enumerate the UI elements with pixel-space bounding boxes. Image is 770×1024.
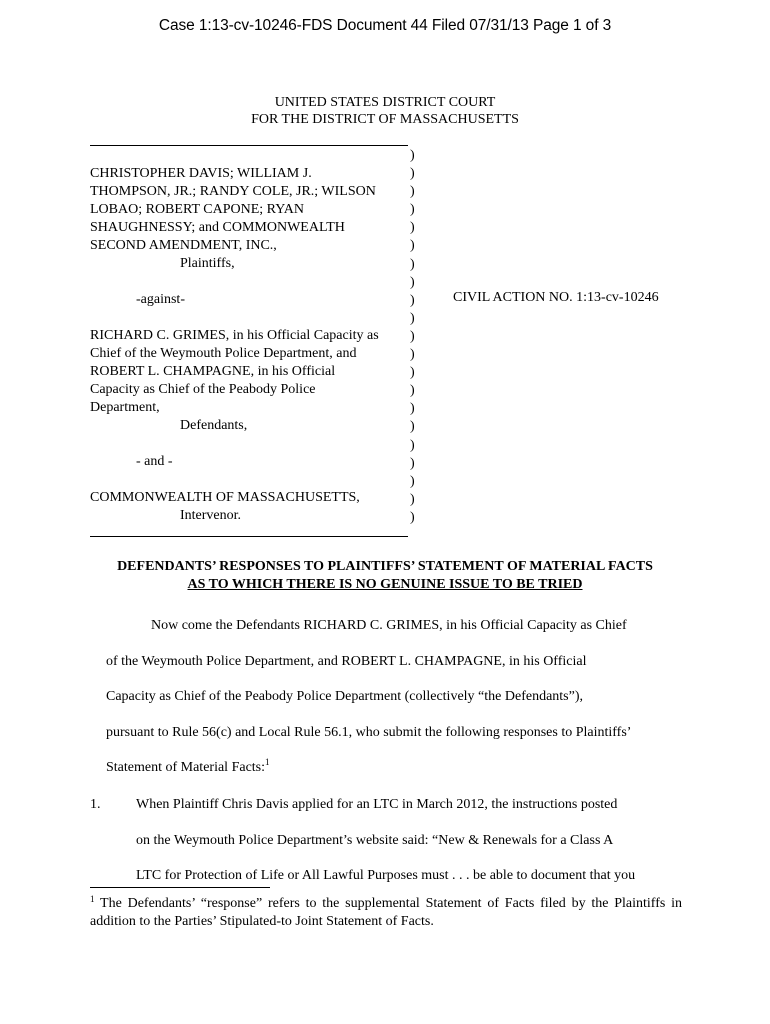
intro-line: of the Weymouth Police Department, and ROBERT L. CHAMPAGNE, in his Official (106, 653, 587, 669)
title-line-1: DEFENDANTS’ RESPONSES TO PLAINTIFFS’ STATEMENT OF MATERIAL FACTS (117, 559, 653, 574)
defendant-line: Chief of the Weymouth Police Department, and (90, 346, 357, 361)
court-line-2: FOR THE DISTRICT OF MASSACHUSETTS (251, 112, 519, 127)
footnote-marker: 1 (90, 894, 95, 904)
intro-line: pursuant to Rule 56(c) and Local Rule 56.1, who submit the following responses to Plaintiffs’ (106, 724, 632, 740)
caption-paren: ) (410, 419, 415, 435)
caption-paren: ) (410, 473, 415, 489)
caption-paren: ) (410, 184, 415, 200)
caption-paren: ) (410, 491, 415, 507)
plaintiff-line: LOBAO; ROBERT CAPONE; RYAN (90, 202, 304, 217)
plaintiff-line: SECOND AMENDMENT, INC., (90, 238, 277, 253)
item-number: 1. (90, 797, 101, 812)
case-caption (90, 165, 410, 525)
caption-paren: ) (410, 238, 415, 254)
footnote-text: The Defendants’ “response” refers to the supplemental Statement of Facts filed by the Plaintiffs in addition to the Parties’ Stipulated-to Joint Statement of Facts. (90, 896, 682, 929)
defendant-line: Capacity as Chief of the Peabody Police (90, 382, 316, 397)
item-line: on the Weymouth Police Department’s website said: “New & Renewals for a Class A (136, 832, 614, 848)
plaintiff-line: CHRISTOPHER DAVIS; WILLIAM J. (90, 166, 312, 181)
court-name (0, 94, 770, 128)
intro-line: Capacity as Chief of the Peabody Police Department (collectively “the Defendants”), (106, 689, 583, 704)
caption-paren: ) (410, 437, 415, 453)
caption-paren: ) (410, 256, 415, 272)
document-title (0, 558, 770, 594)
defendants-role: Defendants, (180, 418, 248, 433)
caption-paren: ) (410, 310, 415, 326)
caption-paren: ) (410, 347, 415, 363)
case-header: Case 1:13-cv-10246-FDS Document 44 Filed 07/31/13 Page 1 of 3 (158, 17, 612, 34)
caption-paren: ) (410, 202, 415, 218)
caption-paren: ) (410, 220, 415, 236)
intro-line: Now come the Defendants RICHARD C. GRIMES, in his Official Capacity as Chief (151, 618, 627, 633)
caption-paren-column (410, 147, 420, 527)
item-line: When Plaintiff Chris Davis applied for an LTC in March 2012, the instructions posted (136, 797, 618, 812)
footnote-reference: 1 (265, 757, 270, 767)
intro-last-line: Statement of Material Facts: (106, 760, 266, 775)
intro-line (106, 750, 678, 786)
caption-paren: ) (410, 455, 415, 471)
caption-paren: ) (410, 509, 415, 525)
caption-paren: ) (410, 292, 415, 308)
defendant-line: ROBERT L. CHAMPAGNE, in his Official (90, 364, 336, 379)
caption-paren: ) (410, 328, 415, 344)
footnote-rule (90, 887, 270, 888)
caption-bottom-rule (90, 536, 408, 537)
fact-item-1 (90, 787, 680, 894)
caption-paren: ) (410, 166, 415, 182)
defendant-line: Department, (90, 400, 160, 415)
item-line: LTC for Protection of Life or All Lawful Purposes must . . . be able to document that you (136, 868, 636, 883)
caption-paren: ) (410, 383, 415, 399)
intervenor-line: COMMONWEALTH OF MASSACHUSETTS, (90, 490, 360, 505)
intervenor-role: Intervenor. (180, 508, 242, 523)
caption-paren: ) (410, 365, 415, 381)
title-line-2: AS TO WHICH THERE IS NO GENUINE ISSUE TO BE TRIED (187, 577, 583, 592)
civil-action-number: CIVIL ACTION NO. 1:13-cv-10246 (453, 290, 659, 305)
caption-paren: ) (410, 401, 415, 417)
court-line-1: UNITED STATES DISTRICT COURT (274, 95, 496, 110)
caption-top-rule (90, 145, 408, 146)
plaintiff-line: THOMPSON, JR.; RANDY COLE, JR.; WILSON (90, 184, 376, 199)
caption-paren: ) (410, 148, 415, 163)
caption-paren: ) (410, 274, 415, 290)
defendant-line: RICHARD C. GRIMES, in his Official Capacity as (90, 328, 379, 343)
and-label: - and - (136, 454, 173, 469)
plaintiffs-role: Plaintiffs, (180, 256, 235, 271)
intro-paragraph (106, 608, 678, 786)
footnote (90, 895, 682, 931)
item-text (136, 787, 680, 894)
plaintiff-line: SHAUGHNESSY; and COMMONWEALTH (90, 220, 345, 235)
against-label: -against- (136, 292, 185, 307)
